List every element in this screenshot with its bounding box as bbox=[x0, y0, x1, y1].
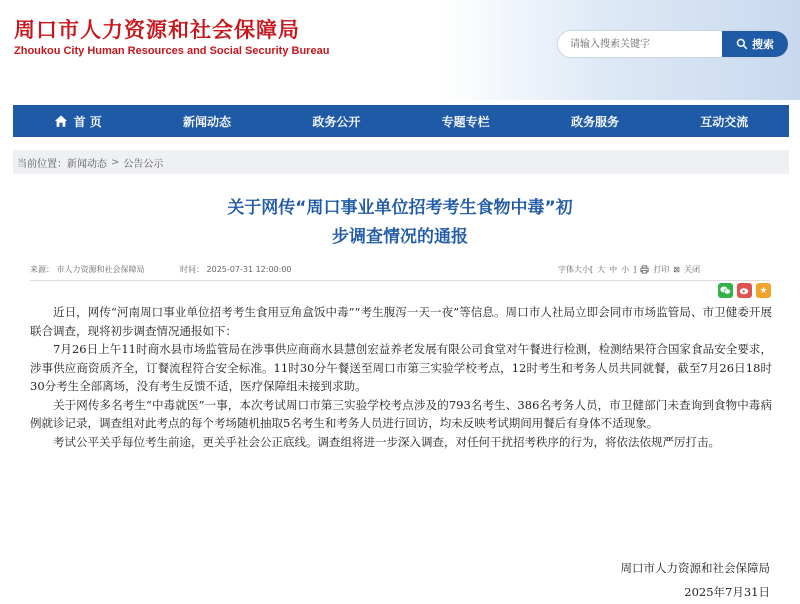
breadcrumb bbox=[13, 150, 789, 174]
article-title-line2: 步调查情况的通报 bbox=[332, 227, 468, 247]
article-title-line1: 关于网传“周口事业单位招考考生食物中毒”初 bbox=[227, 198, 573, 218]
search-button[interactable] bbox=[722, 31, 788, 57]
search-box bbox=[557, 30, 789, 58]
article-meta bbox=[30, 262, 770, 278]
nav-item-label: 首 页 bbox=[73, 114, 102, 129]
article-body bbox=[30, 303, 772, 451]
site-header bbox=[0, 0, 800, 100]
article-paragraph: 考试公平关乎每位考生前途，更关乎社会公正底线。调查组将进一步深入调查，对任何干扰招考秩序的行为，将依法依规严厉打击。 bbox=[53, 434, 720, 449]
search-button-label: 搜索 bbox=[752, 38, 774, 51]
font-small-button[interactable]: 小 bbox=[621, 265, 630, 274]
font-medium-button[interactable]: 中 bbox=[609, 265, 618, 274]
article-date: 2025年7月31日 bbox=[684, 585, 770, 599]
print-icon[interactable] bbox=[640, 265, 649, 274]
close-button[interactable]: 关闭 bbox=[683, 265, 700, 274]
site-title-english: Zhoukou City Human Resources and Social Security Bureau bbox=[14, 45, 330, 57]
nav-item-government-affairs[interactable]: 政务公开 bbox=[312, 114, 361, 129]
font-size-end: ] bbox=[633, 265, 637, 274]
site-title[interactable]: 周口市人力资源和社会保障局 bbox=[14, 18, 300, 42]
article-tools bbox=[558, 264, 700, 275]
weibo-share-icon[interactable] bbox=[737, 283, 752, 298]
article-paragraph: 关于网传多名考生“中毒就医”一事，本次考试周口市第三实验学校考点涉及的793名考生、386名考务人员，市卫健部门未查询到食物中毒病例就诊记录，调查组对此考点的每个考场随机抽取5名考生和考务人员进行回访，均未反映考试期间用餐后有身体不适现象。 bbox=[30, 397, 772, 430]
breadcrumb-link-announcements[interactable]: 公告公示 bbox=[123, 158, 164, 170]
search-icon bbox=[736, 38, 748, 50]
meta-divider bbox=[30, 280, 770, 281]
share-bar bbox=[718, 283, 771, 298]
breadcrumb-prefix: 当前位置： bbox=[17, 158, 67, 170]
font-large-button[interactable]: 大 bbox=[597, 265, 606, 274]
nav-item-home[interactable] bbox=[13, 105, 142, 137]
article-signature: 周口市人力资源和社会保障局 bbox=[620, 561, 770, 575]
article-paragraph: 近日，网传“河南周口事业单位招考考生食用豆角盒饭中毒”“考生腹泻一天一夜”等信息。周口市人社局立即会同市市场监管局、市卫健委开展联合调查，现将初步调查情况通报如下： bbox=[30, 305, 772, 338]
main-nav bbox=[13, 105, 789, 137]
close-icon[interactable]: ⊠ bbox=[673, 265, 680, 274]
breadcrumb-separator: > bbox=[111, 156, 120, 168]
font-size-label: 字体大小[ bbox=[558, 265, 594, 274]
favorite-star-icon[interactable]: ★ bbox=[756, 283, 771, 298]
article-time: 时间： 2025-07-31 12:00:00 bbox=[180, 265, 292, 274]
article-signature-block bbox=[621, 556, 771, 604]
article-title bbox=[150, 194, 650, 252]
search-input[interactable] bbox=[558, 31, 723, 57]
article-source: 来源： 市人力资源和社会保障局 bbox=[30, 265, 145, 274]
nav-item-special-topics[interactable]: 专题专栏 bbox=[441, 114, 490, 129]
article-paragraph: 7月26日上午11时商水县市场监管局在涉事供应商商水县慧创宏益养老发展有限公司食堂对午餐进行检测，检测结果符合国家食品安全要求，涉事供应商资质齐全，订餐流程符合安全标准。11时30分午餐送至周口市第三实验学校考点，12时考生和考务人员共同就餐，截至7月26日18时30分考生全部离场，没有考生反馈不适，医疗保障组未接到求助。 bbox=[30, 342, 772, 393]
nav-item-interaction[interactable]: 互动交流 bbox=[700, 114, 749, 129]
wechat-share-icon[interactable] bbox=[718, 283, 733, 298]
home-icon bbox=[54, 114, 68, 128]
nav-item-services[interactable]: 政务服务 bbox=[570, 114, 619, 129]
breadcrumb-link-news[interactable]: 新闻动态 bbox=[67, 158, 107, 170]
print-button[interactable]: 打印 bbox=[653, 265, 670, 274]
nav-item-news[interactable]: 新闻动态 bbox=[182, 114, 231, 129]
